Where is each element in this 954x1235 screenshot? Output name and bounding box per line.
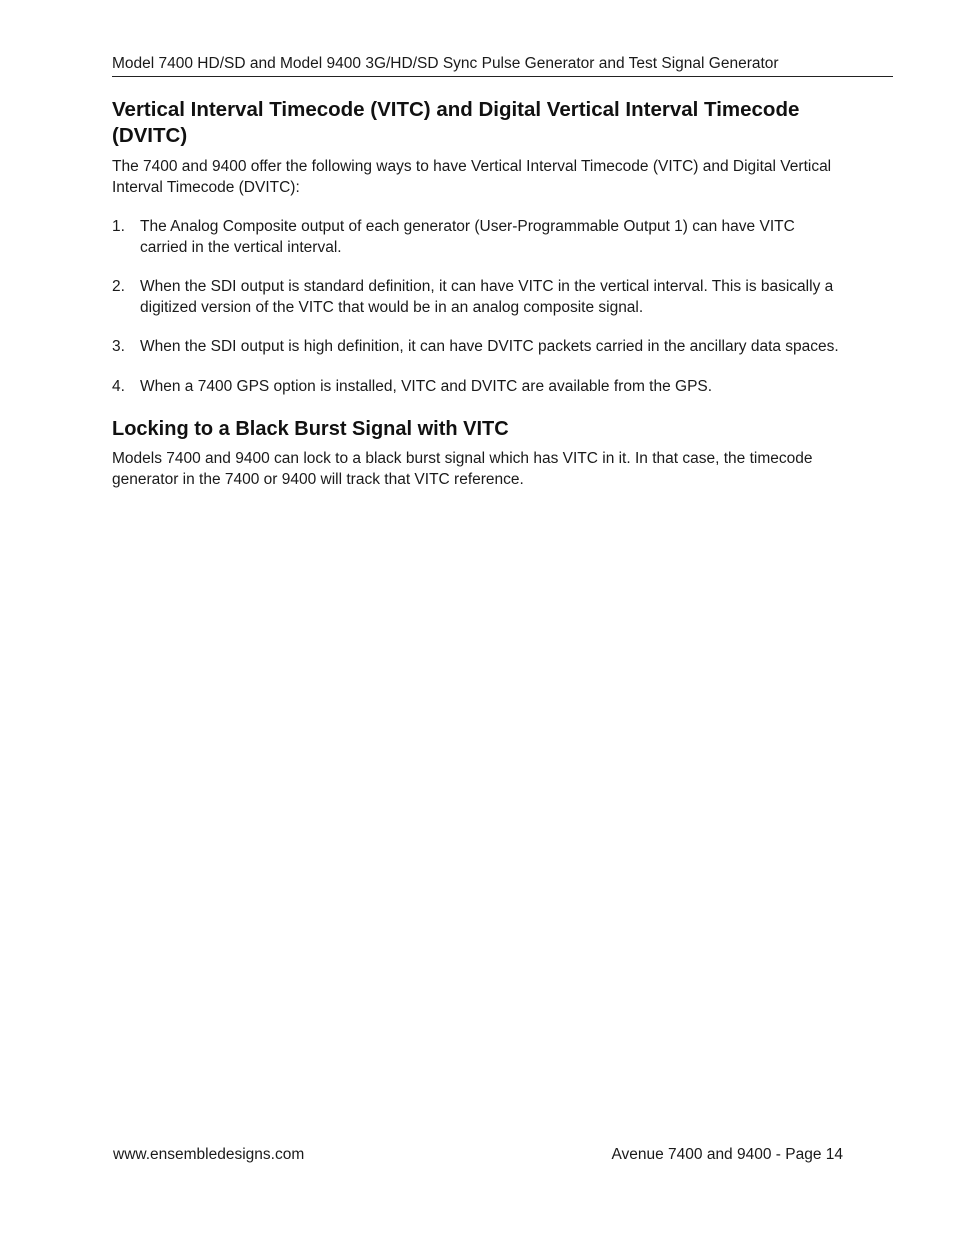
list-item-number: 2. [112, 278, 125, 295]
list-item [112, 337, 842, 358]
section-intro-paragraph: The 7400 and 9400 offer the following ways to have Vertical Interval Timecode (VITC) and Digital Vertical Interval Timecode (DVITC): [112, 158, 832, 196]
list-item-number: 4. [112, 377, 125, 395]
list-item-number: 3. [112, 338, 125, 355]
list-item [112, 377, 842, 398]
section-body-paragraph: Models 7400 and 9400 can lock to a black burst signal which has VITC in it. In that case, the timecode generator in the 7400 or 9400 will track that VITC reference. [112, 450, 813, 488]
list-item-text: The Analog Composite output of each generator (User-Programmable Output 1) can have VITC carried in the vertical interval. [140, 218, 795, 256]
list-item-text: When the SDI output is high definition, it can have DVITC packets carried in the ancillary data spaces. [140, 338, 839, 355]
list-item [112, 277, 842, 318]
list-item-text: When a 7400 GPS option is installed, VITC and DVITC are available from the GPS. [140, 377, 713, 395]
footer-page-label: Avenue 7400 and 9400 - Page 14 [611, 1146, 843, 1163]
list-item-text: When the SDI output is standard definition, it can have VITC in the vertical interval. This is basically a digitized version of the VITC that would be in an analog composite signal. [140, 278, 834, 316]
vitc-options-list [112, 217, 842, 397]
section-heading-black-burst: Locking to a Black Burst Signal with VITC [112, 418, 509, 440]
section-heading-vitc-dvitc: Vertical Interval Timecode (VITC) and Digital Vertical Interval Timecode (DVITC) [112, 98, 800, 147]
page-content [112, 97, 842, 490]
list-item-number: 1. [112, 218, 125, 235]
running-header: Model 7400 HD/SD and Model 9400 3G/HD/SD Sync Pulse Generator and Test Signal Generator [112, 54, 893, 77]
footer-website: www.ensembledesigns.com [113, 1146, 305, 1163]
list-item [112, 217, 842, 258]
